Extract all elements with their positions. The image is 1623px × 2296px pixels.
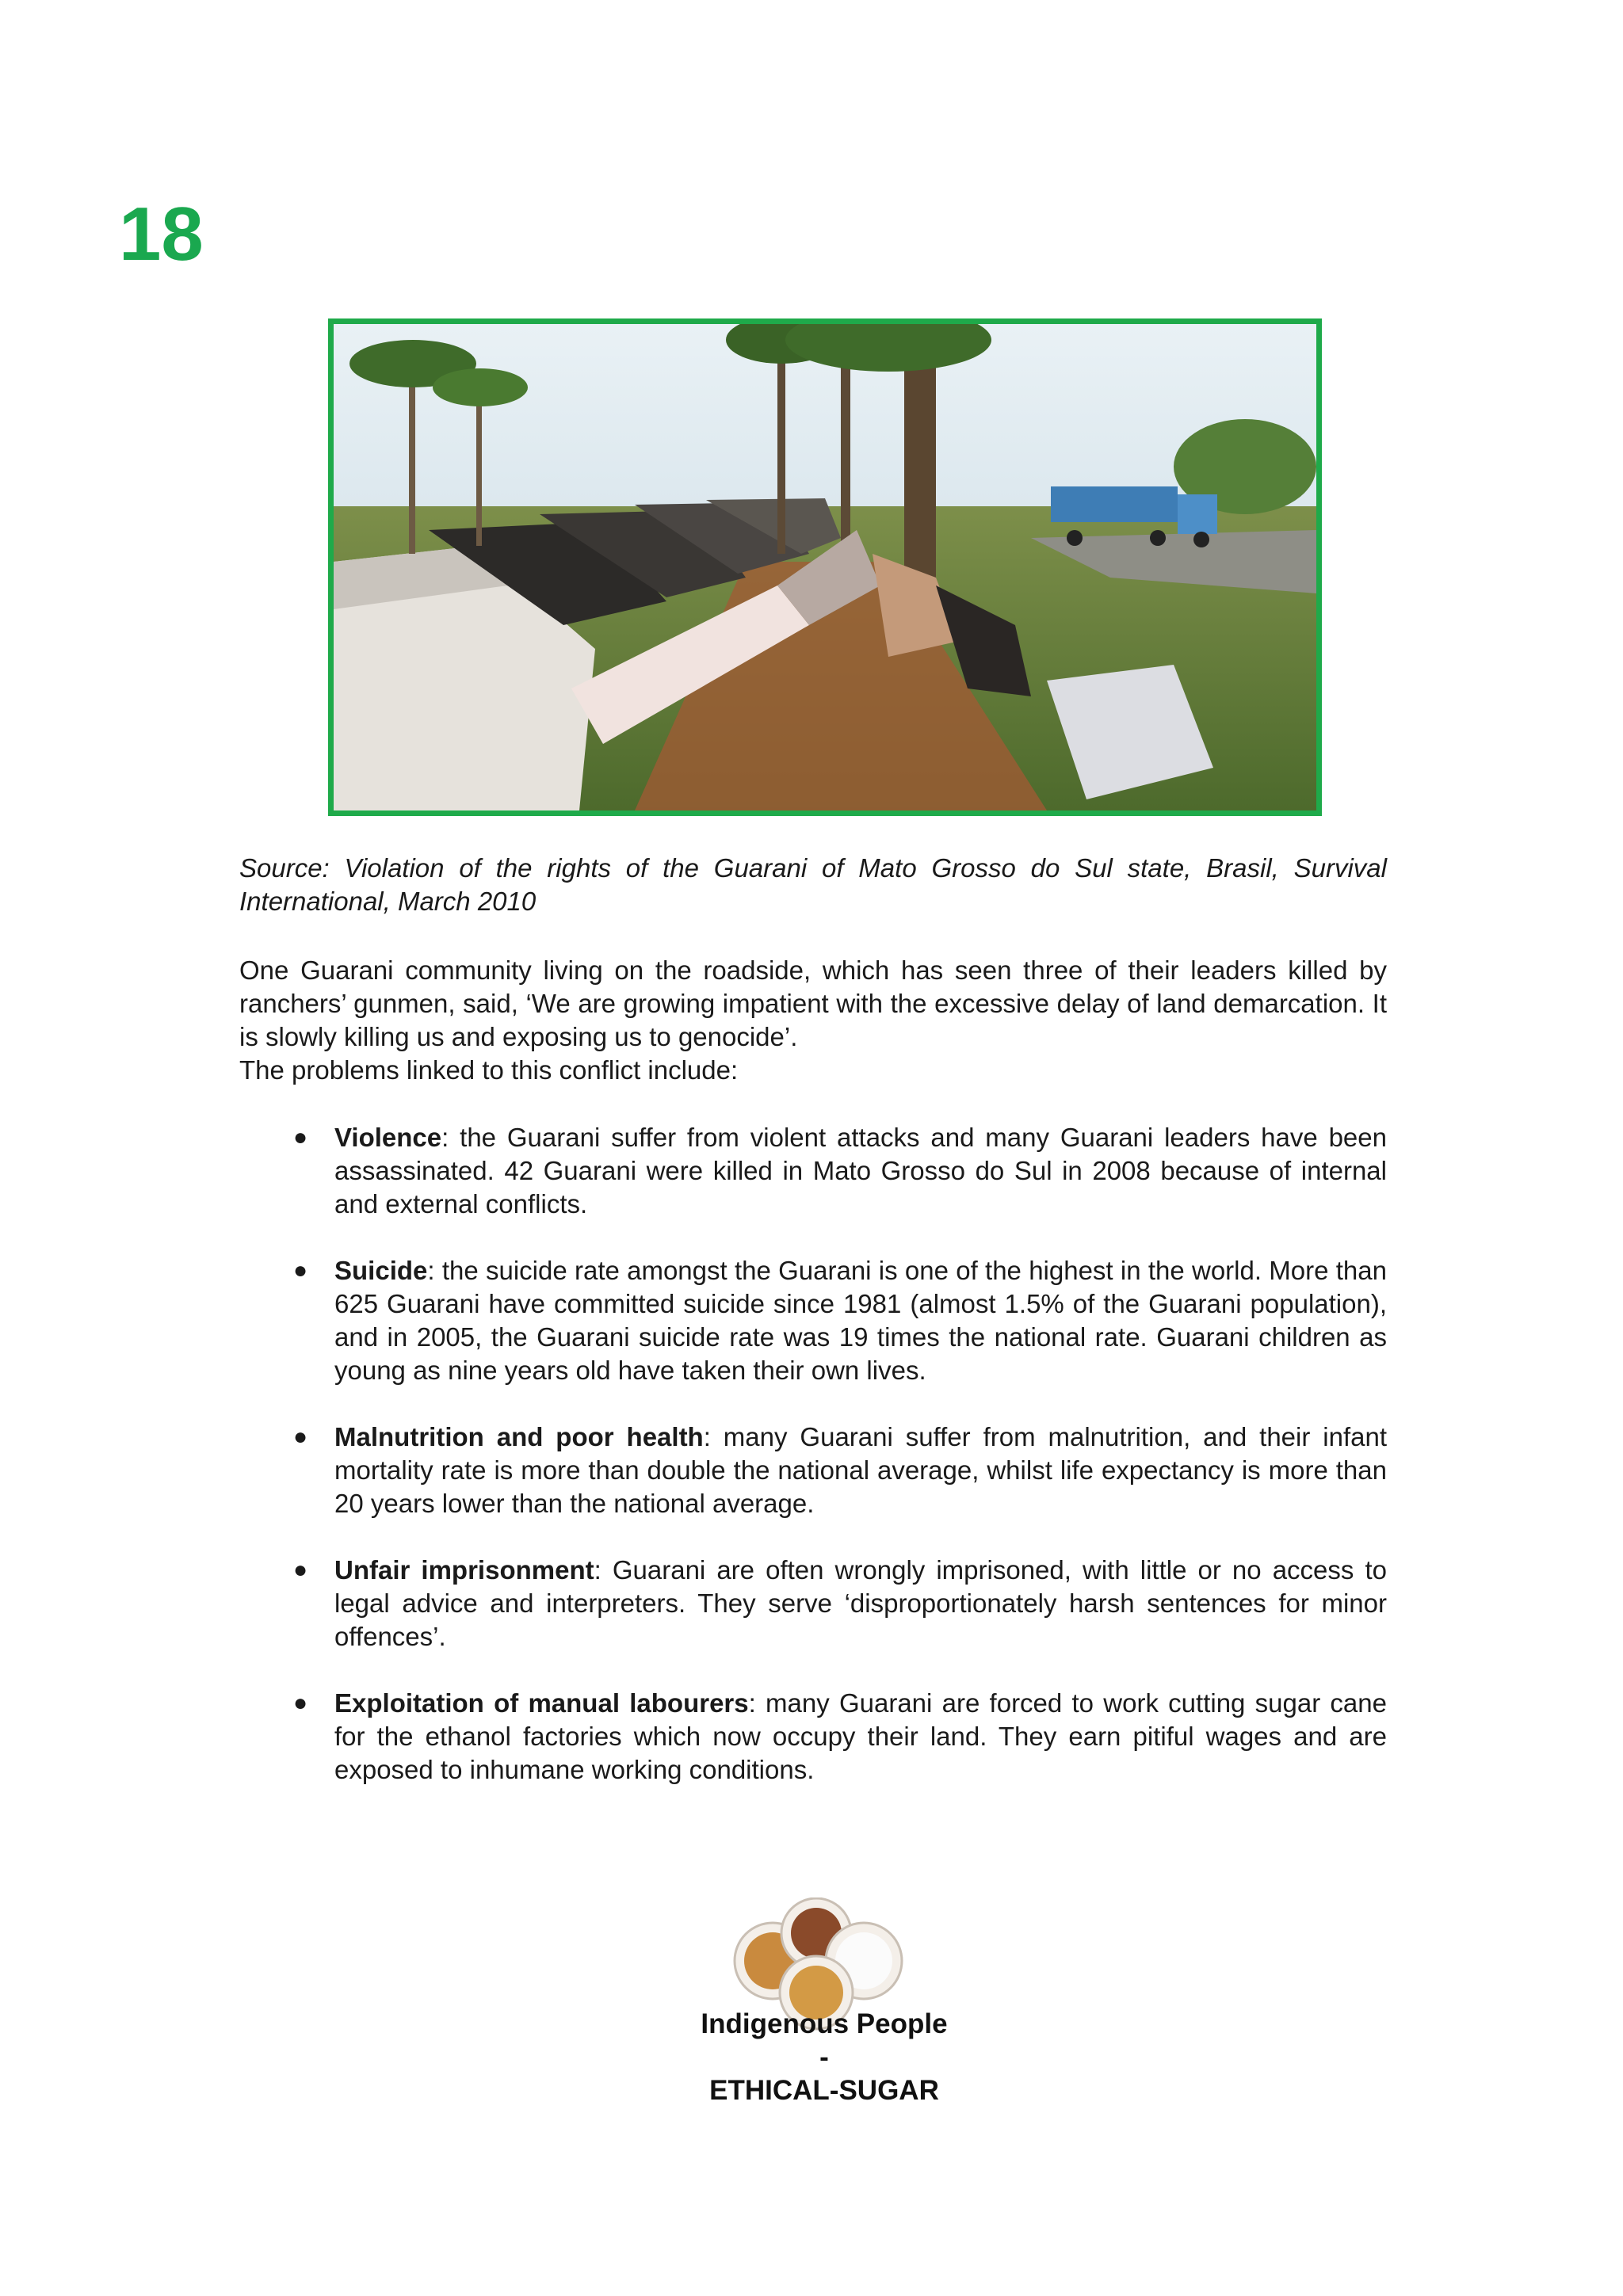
bullet-term: Violence xyxy=(334,1123,442,1152)
list-item xyxy=(239,1254,1387,1387)
bullet-text: : Guarani are often wrongly imprisoned, with little or no access to legal advice and interpreters. They serve ‘disproportionately harsh sentences for minor offences’. xyxy=(334,1555,1387,1651)
bullet-term: Malnutrition and poor health xyxy=(334,1422,704,1451)
bullet-text: : many Guarani suffer from malnutrition, and their infant mortality rate is more than double the national average, whilst life expectancy is more than 20 years lower than the national average. xyxy=(334,1422,1387,1518)
bullet-text: : many Guarani are forced to work cutting sugar cane for the ethanol factories which now occupy their land. They earn pitiful wages and are exposed to inhumane working conditions. xyxy=(334,1688,1387,1784)
page-number: 18 xyxy=(119,192,204,277)
logo-line-3: ETHICAL-SUGAR xyxy=(709,2075,939,2106)
list-item xyxy=(239,1554,1387,1653)
problems-list xyxy=(239,1121,1387,1820)
logo-line-2: - xyxy=(819,2042,829,2073)
logo-line-1: Indigenous People xyxy=(701,2008,948,2039)
bullet-text: : the Guarani suffer from violent attacks and many Guarani leaders have been assassinated. 42 Guarani were killed in Mato Grosso do Sul in 2008 because of internal and external conflicts. xyxy=(334,1123,1387,1219)
photo-guarani-camp xyxy=(328,318,1322,816)
photo-illustration-icon xyxy=(334,324,1316,810)
bullet-icon: ● xyxy=(293,1424,308,1450)
bullet-icon: ● xyxy=(293,1124,308,1150)
intro-paragraph: One Guarani community living on the roadside, which has seen three of their leaders killed by ranchers’ gunmen, said, ‘We are growing impatient with the excessive delay of land demarcation. It is slowly killing us and exposing us to genocide’. xyxy=(239,955,1387,1051)
intro-section xyxy=(239,954,1387,1087)
logo-caption xyxy=(634,2008,1014,2107)
bullet-text: : the suicide rate amongst the Guarani is one of the highest in the world. More than 625 Guarani have committed suicide since 1981 (almost 1.5% of the Guarani population), and in 2005, the Guarani suicide rate was 19 times the national rate. Guarani children as young as nine years old have taken their own lives. xyxy=(334,1256,1387,1385)
list-item xyxy=(239,1687,1387,1787)
bullet-icon: ● xyxy=(293,1690,308,1716)
list-item xyxy=(239,1121,1387,1221)
bullet-icon: ● xyxy=(293,1257,308,1283)
bullet-term: Suicide xyxy=(334,1256,428,1285)
bullet-term: Unfair imprisonment xyxy=(334,1555,594,1585)
photo-caption: Source: Violation of the rights of the Guarani of Mato Grosso do Sul state, Brasil, Survival International, March 2010 xyxy=(239,853,1387,916)
list-item xyxy=(239,1421,1387,1520)
bullet-icon: ● xyxy=(293,1557,308,1583)
bullet-term: Exploitation of manual labourers xyxy=(334,1688,749,1718)
intro-lead-in: The problems linked to this conflict include: xyxy=(239,1055,739,1085)
